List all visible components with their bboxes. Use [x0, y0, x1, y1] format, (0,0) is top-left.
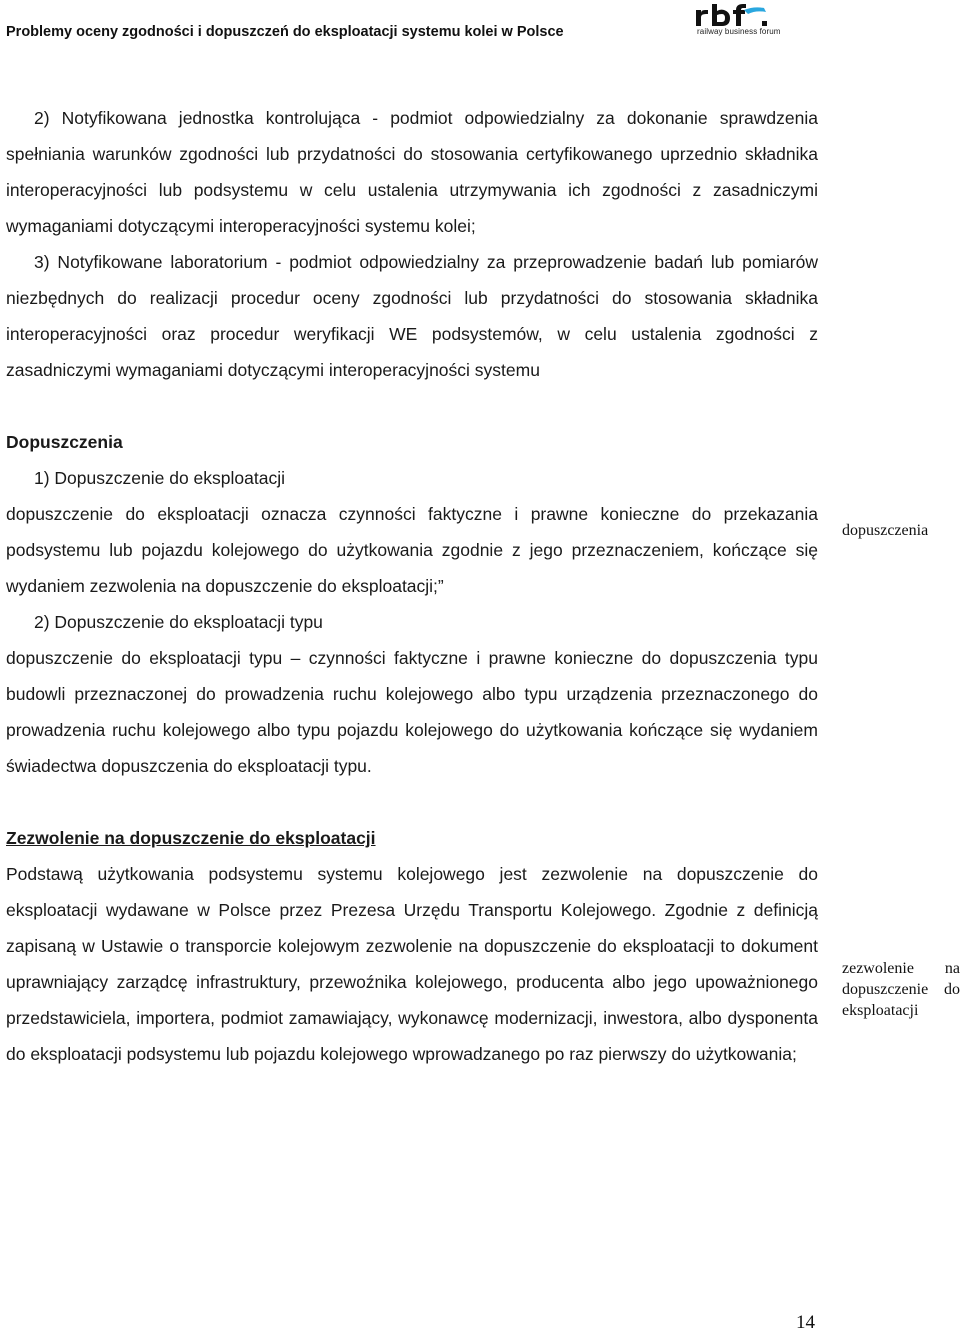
rbf-logo	[692, 4, 774, 42]
page-number: 14	[796, 1312, 815, 1333]
paragraph-sub-1: dopuszczenie do eksploatacji oznacza czynności faktyczne i prawne konieczne do przekazania podsystemu lub pojazdu kolejowego do użytkowania zgodnie z jego przeznaczeniem, kończące się wydaniem zezwolenia na dopuszczenie do eksploatacji;”	[6, 504, 818, 596]
paragraph-zezwolenie: Podstawą użytkowania podsystemu systemu kolejowego jest zezwolenie na dopuszczenie do eksploatacji wydawane w Polsce przez Prezesa Urzędu Transportu Kolejowego. Zgodnie z definicją zapisaną w Ustawie o transporcie kolejowym zezwolenie na dopuszczenie do eksploatacji to dokument uprawniający zarządcę infrastruktury, przewoźnika kolejowego, producenta albo jego upoważnionego przedstawiciela, importera, podmiot zamawiający, wykonawcę modernizacji, inwestora, albo dysponenta do eksploatacji podsystemu lub pojazdu kolejowego wprowadzanego po raz pierwszy do użytkowania;	[6, 864, 818, 1064]
paragraph-item-2: 2) Notyfikowana jednostka kontrolująca - podmiot odpowiedzialny za dokonanie sprawdzenia spełniania warunków zgodności lub przydatności do stosowania certyfikowanego uprzednio składnika interoperacyjności lub podsystemu w celu ustalenia utrzymywania ich zgodności z zasadniczymi wymaganiami dotyczącymi interoperacyjności systemu kolei;	[6, 108, 818, 236]
spacer	[6, 784, 818, 820]
logo-tagline: railway business forum	[697, 27, 781, 36]
margin-note-zezwolenie: zezwolenie na dopuszczenie do eksploatacji	[842, 960, 960, 1019]
spacer	[6, 388, 818, 424]
document-body	[6, 100, 818, 1072]
section-heading-dopuszczenia: Dopuszczenia	[6, 432, 123, 452]
margin-note-dopuszczenia: dopuszczenia	[842, 522, 929, 539]
page-header	[0, 0, 960, 50]
subheading-1: 1) Dopuszczenie do eksploatacji	[34, 468, 285, 488]
paragraph-item-3: 3) Notyfikowane laboratorium - podmiot odpowiedzialny za przeprowadzenie badań lub pomiarów niezbędnych do realizacji procedur oceny zgodności lub przydatności do stosowania składnika interoperacyjności oraz procedur weryfikacji WE podsystemów, w celu ustalenia zgodności z zasadniczymi wymaganiami dotyczącymi interoperacyjności systemu	[6, 252, 818, 380]
paragraph-sub-2: dopuszczenie do eksploatacji typu – czynności faktyczne i prawne konieczne do dopuszczenia typu budowli przeznaczonej do prowadzenia ruchu kolejowego albo typu urządzenia przeznaczonego do prowadzenia ruchu kolejowego albo typu pojazdu kolejowego do użytkowania kończące się wydaniem świadectwa dopuszczenia do eksploatacji typu.	[6, 648, 818, 776]
section-heading-zezwolenie: Zezwolenie na dopuszczenie do eksploatacji	[6, 828, 376, 848]
subheading-2: 2) Dopuszczenie do eksploatacji typu	[34, 612, 323, 632]
header-title: Problemy oceny zgodności i dopuszczeń do eksploatacji systemu kolei w Polsce	[6, 24, 564, 40]
